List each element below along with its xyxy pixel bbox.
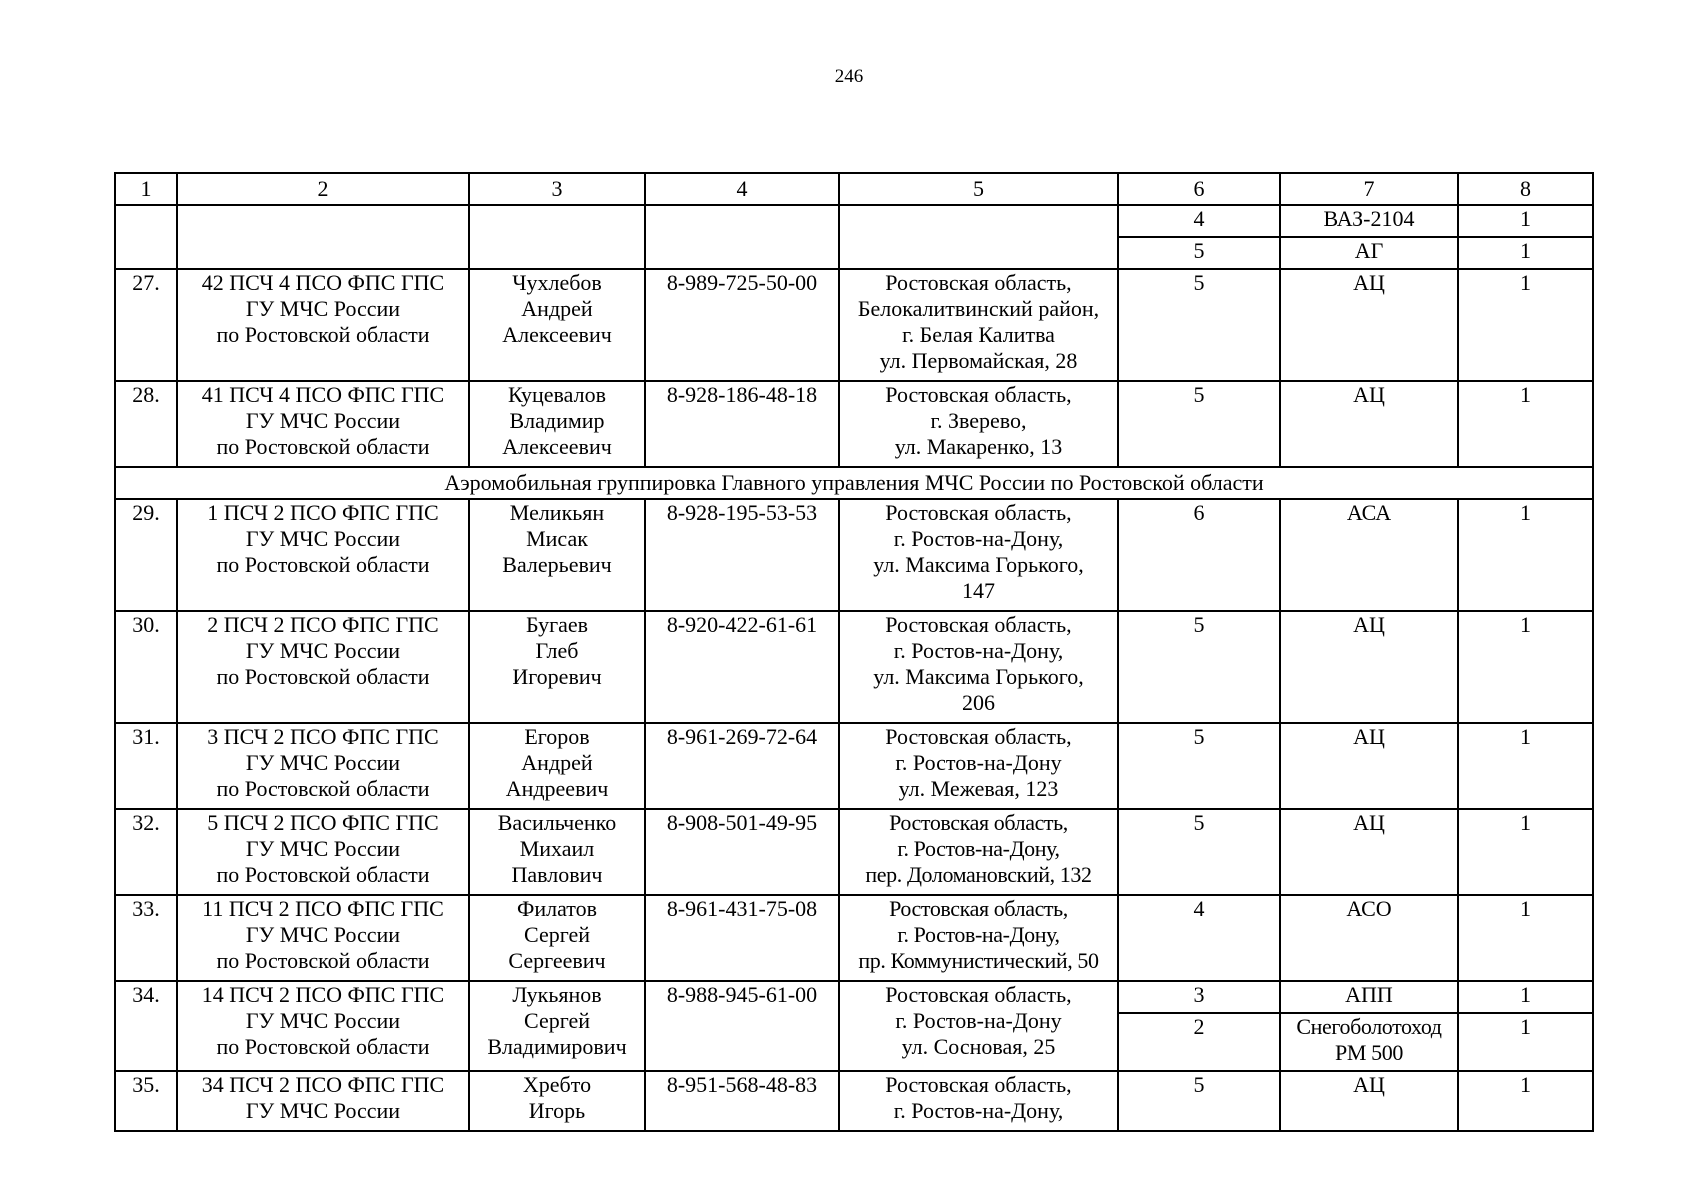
column-header: 8 [1458,173,1593,205]
vehicle-count-cell: 5 [1118,269,1280,381]
vehicle-count-cell: 3 [1118,981,1280,1013]
table-row [115,981,1593,1013]
vehicle-type-cell: АЦ [1280,611,1458,723]
column-header: 7 [1280,173,1458,205]
quantity-cell: 1 [1458,1013,1593,1071]
person-cell: Куцевалов Владимир Алексеевич [469,381,645,467]
row-number: 30. [115,611,177,723]
table-row [115,723,1593,809]
vehicle-type-cell: АЦ [1280,1071,1458,1131]
phone-cell: 8-920-422-61-61 [645,611,839,723]
phone-cell: 8-988-945-61-00 [645,981,839,1071]
quantity-cell: 1 [1458,205,1593,237]
phone-cell: 8-928-186-48-18 [645,381,839,467]
vehicle-type-cell: АПП [1280,981,1458,1013]
vehicle-count-cell: 6 [1118,499,1280,611]
vehicle-type-cell: АЦ [1280,269,1458,381]
phone-cell: 8-961-431-75-08 [645,895,839,981]
row-number: 33. [115,895,177,981]
phone-cell: 8-961-269-72-64 [645,723,839,809]
column-header: 2 [177,173,469,205]
table-row [115,1071,1593,1131]
row-number: 35. [115,1071,177,1131]
address-cell: Ростовская область, г. Ростов-на-Дону ул. Межевая, 123 [839,723,1118,809]
quantity-cell: 1 [1458,499,1593,611]
unit-cell: 14 ПСЧ 2 ПСО ФПС ГПС ГУ МЧС России по Ростовской области [177,981,469,1071]
vehicle-count-cell: 5 [1118,611,1280,723]
person-cell: Егоров Андрей Андреевич [469,723,645,809]
quantity-cell: 1 [1458,1071,1593,1131]
person-cell: Бугаев Глеб Игоревич [469,611,645,723]
page-number: 246 [834,66,864,87]
address-cell: Ростовская область, Белокалитвинский район, г. Белая Калитва ул. Первомайская, 28 [839,269,1118,381]
column-header: 1 [115,173,177,205]
vehicle-count-cell: 5 [1118,809,1280,895]
row-number: 29. [115,499,177,611]
table-row [115,895,1593,981]
vehicle-count-cell: 5 [1118,723,1280,809]
address-cell: Ростовская область, г. Зверево, ул. Макаренко, 13 [839,381,1118,467]
address-cell: Ростовская область, г. Ростов-на-Дону, пер. Доломановский, 132 [839,809,1118,895]
vehicle-type-cell: АЦ [1280,809,1458,895]
row-number: 31. [115,723,177,809]
column-number-row [115,173,1593,205]
quantity-cell: 1 [1458,237,1593,269]
section-row [115,467,1593,499]
phone-cell: 8-951-568-48-83 [645,1071,839,1131]
address-cell: Ростовская область, г. Ростов-на-Дону, пр. Коммунистический, 50 [839,895,1118,981]
unit-cell: 5 ПСЧ 2 ПСО ФПС ГПС ГУ МЧС России по Ростовской области [177,809,469,895]
continuation-row [115,205,1593,237]
unit-cell: 1 ПСЧ 2 ПСО ФПС ГПС ГУ МЧС России по Ростовской области [177,499,469,611]
quantity-cell: 1 [1458,981,1593,1013]
row-number: 34. [115,981,177,1071]
empty-cell [177,205,469,269]
vehicle-type-cell: АЦ [1280,723,1458,809]
table-row [115,611,1593,723]
table-row [115,809,1593,895]
empty-cell [469,205,645,269]
vehicle-count-cell: 5 [1118,381,1280,467]
person-cell: Васильченко Михаил Павлович [469,809,645,895]
resources-table [114,172,1594,1132]
column-header: 6 [1118,173,1280,205]
quantity-cell: 1 [1458,723,1593,809]
section-title: Аэромобильная группировка Главного управления МЧС России по Ростовской области [115,467,1593,499]
quantity-cell: 1 [1458,269,1593,381]
address-cell: Ростовская область, г. Ростов-на-Дону, ул. Максима Горького, 147 [839,499,1118,611]
vehicle-type-cell: АЦ [1280,381,1458,467]
person-cell: Меликьян Мисак Валерьевич [469,499,645,611]
column-header: 5 [839,173,1118,205]
address-cell: Ростовская область, г. Ростов-на-Дону, ул. Максима Горького, 206 [839,611,1118,723]
unit-cell: 2 ПСЧ 2 ПСО ФПС ГПС ГУ МЧС России по Ростовской области [177,611,469,723]
column-header: 4 [645,173,839,205]
quantity-cell: 1 [1458,809,1593,895]
person-cell: Хребто Игорь [469,1071,645,1131]
person-cell: Лукьянов Сергей Владимирович [469,981,645,1071]
vehicle-count-cell: 2 [1118,1013,1280,1071]
table-row [115,269,1593,381]
unit-cell: 3 ПСЧ 2 ПСО ФПС ГПС ГУ МЧС России по Ростовской области [177,723,469,809]
vehicle-type-cell: ВАЗ-2104 [1280,205,1458,237]
vehicle-type-cell: Снегоболотоход РМ 500 [1280,1013,1458,1071]
person-cell: Филатов Сергей Сергеевич [469,895,645,981]
vehicle-count-cell: 5 [1118,1071,1280,1131]
row-number: 28. [115,381,177,467]
address-cell: Ростовская область, г. Ростов-на-Дону, [839,1071,1118,1131]
quantity-cell: 1 [1458,611,1593,723]
row-number: 32. [115,809,177,895]
row-number: 27. [115,269,177,381]
vehicle-count-cell: 4 [1118,895,1280,981]
table-row [115,381,1593,467]
vehicle-type-cell: АГ [1280,237,1458,269]
phone-cell: 8-908-501-49-95 [645,809,839,895]
column-header: 3 [469,173,645,205]
phone-cell: 8-989-725-50-00 [645,269,839,381]
vehicle-count-cell: 5 [1118,237,1280,269]
empty-cell [115,205,177,269]
person-cell: Чухлебов Андрей Алексеевич [469,269,645,381]
unit-cell: 34 ПСЧ 2 ПСО ФПС ГПС ГУ МЧС России [177,1071,469,1131]
phone-cell: 8-928-195-53-53 [645,499,839,611]
empty-cell [839,205,1118,269]
empty-cell [645,205,839,269]
unit-cell: 11 ПСЧ 2 ПСО ФПС ГПС ГУ МЧС России по Ростовской области [177,895,469,981]
unit-cell: 42 ПСЧ 4 ПСО ФПС ГПС ГУ МЧС России по Ростовской области [177,269,469,381]
quantity-cell: 1 [1458,381,1593,467]
table-row [115,499,1593,611]
address-cell: Ростовская область, г. Ростов-на-Дону ул. Сосновая, 25 [839,981,1118,1071]
quantity-cell: 1 [1458,895,1593,981]
vehicle-count-cell: 4 [1118,205,1280,237]
vehicle-type-cell: АСО [1280,895,1458,981]
vehicle-type-cell: АСА [1280,499,1458,611]
unit-cell: 41 ПСЧ 4 ПСО ФПС ГПС ГУ МЧС России по Ростовской области [177,381,469,467]
